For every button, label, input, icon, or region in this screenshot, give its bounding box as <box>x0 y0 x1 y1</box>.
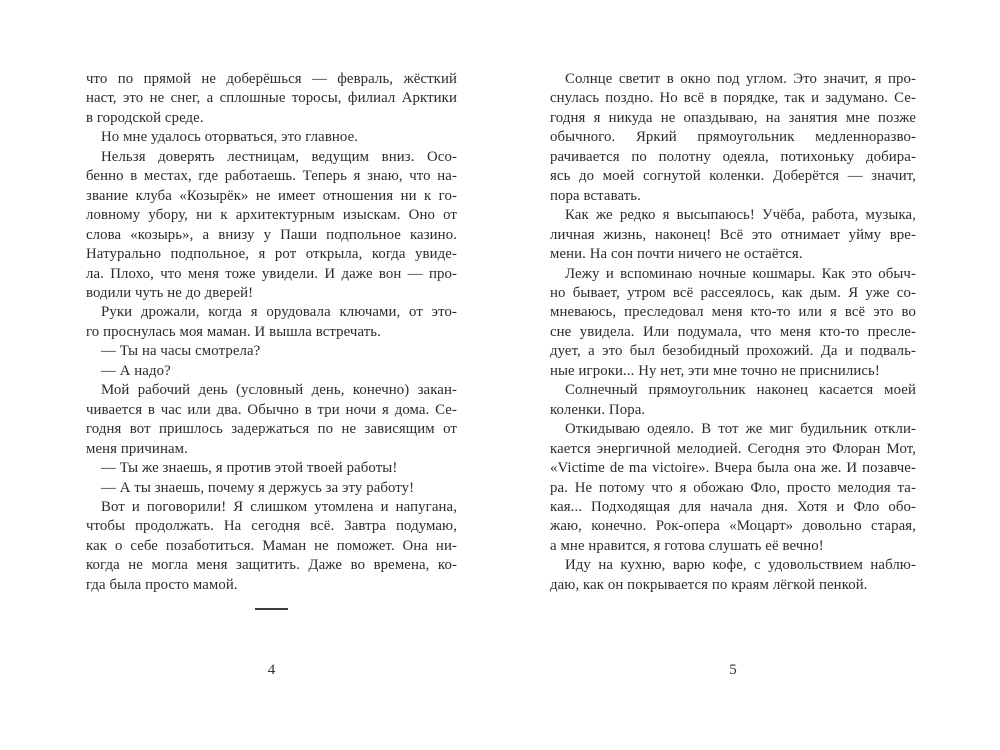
page-left-text <box>86 70 457 610</box>
paragraph <box>86 303 457 342</box>
text-line: бенно в местах, где работаешь. Теперь я знаю, что на- <box>86 168 457 185</box>
text-line: как о себе позаботиться. Маман не поможет. Она ни- <box>86 537 457 554</box>
text-line: личная жизнь, наконец! Всё это отнимает уйму вре- <box>550 226 916 243</box>
text-line: а мне нравится, я готова слушать её вечно! <box>550 537 824 554</box>
text-line: звание клуба «Козырёк» не имеет отношения ни к го- <box>86 187 457 204</box>
text-line: Вот и поговорили! Я слишком утомлена и напугана, <box>101 498 457 515</box>
text-line: го проснулась моя маман. И вышла встречать. <box>86 323 381 340</box>
text-line: «Victime de ma victoire». Вчера была она же. И позавче- <box>550 460 916 477</box>
page-right-text <box>550 70 916 595</box>
text-line: коленки. Пора. <box>550 401 646 418</box>
text-line: ра. Не потому что я обожаю Фло, просто мелодия та- <box>550 479 916 496</box>
paragraph <box>86 498 457 595</box>
section-end-rule <box>255 608 288 610</box>
text-line: Откидываю одеяло. В тот же миг будильник откли- <box>565 421 916 438</box>
text-line: годня вот пришлось задержаться по не зависящим от <box>86 421 457 438</box>
text-line: Солнце светит в окно под углом. Это значит, я про- <box>565 71 916 87</box>
text-line: Руки дрожали, когда я орудовала ключами, от это- <box>101 304 457 321</box>
text-line: — Ты же знаешь, я против этой твоей работы! <box>101 460 398 477</box>
text-line: дует, а это был безобидный прохожий. Да и подваль- <box>550 343 916 360</box>
text-line: ла. Плохо, что меня тоже увидели. И даже вон — про- <box>86 265 457 282</box>
text-line: годня я никуда не опаздываю, на занятия мне позже <box>550 109 916 126</box>
text-line: чивается в час или два. Обычно в три ночи я дома. Се- <box>86 401 457 418</box>
paragraph <box>86 479 457 498</box>
text-line: Лежу и вспоминаю ночные кошмары. Как это обыч- <box>565 265 916 282</box>
text-line: ные игроки... Ну нет, эти мне точно не приснились! <box>550 362 880 379</box>
paragraph <box>86 128 457 147</box>
paragraph <box>86 362 457 381</box>
text-line: — А ты знаешь, почему я держусь за эту работу! <box>101 479 415 496</box>
paragraph <box>550 381 916 420</box>
text-line: жаю, конечно. Рок-опера «Моцарт» довольно старая, <box>550 518 916 535</box>
text-line: Иду на кухню, варю кофе, с удовольствием наблю- <box>565 557 916 574</box>
text-line: слова «козырь», а внизу у Паши подпольное казино. <box>86 226 457 243</box>
text-line: в городской среде. <box>86 109 204 126</box>
page-number-right: 5 <box>729 662 737 678</box>
paragraph <box>550 265 916 382</box>
text-line: водили чуть не до дверей! <box>86 284 254 301</box>
page-number-left: 4 <box>267 662 276 678</box>
text-line: кая... Подходящая для начала дня. Хотя и Фло обо- <box>550 498 916 515</box>
text-line: обычного. Яркий прямоугольник медленноразво- <box>550 129 916 146</box>
text-line: рачивается по полотну одеяла, потихоньку добира- <box>550 148 916 165</box>
page-left <box>86 70 457 692</box>
text-line: снулась поздно. Но всё в порядке, так и задумано. Се- <box>550 90 916 107</box>
text-line: Как же редко я высыпаюсь! Учёба, работа, музыка, <box>565 207 916 224</box>
text-line: Нельзя доверять лестницам, ведущим вниз. Осо- <box>101 148 457 165</box>
text-line: даю, как он покрывается по краям лёгкой пенкой. <box>550 576 868 593</box>
text-line: кается энергичной мелодией. Сегодня это Флоран Мот, <box>550 440 916 457</box>
text-line: — А надо? <box>101 362 171 379</box>
paragraph <box>86 459 457 478</box>
page-right <box>550 70 916 692</box>
text-line: — Ты на часы смотрела? <box>101 343 261 360</box>
text-line: Но мне удалось оторваться, это главное. <box>101 129 359 146</box>
text-line: меня причинам. <box>86 440 188 457</box>
text-line: ясь до моей согнутой коленки. Доберётся — значит, <box>550 168 916 185</box>
text-line: Мой рабочий день (условный день, конечно) закан- <box>101 382 457 399</box>
paragraph <box>86 381 457 459</box>
text-line: Солнечный прямоугольник наконец касается моей <box>565 382 916 399</box>
paragraph <box>86 148 457 304</box>
text-line: мени. На сон почти ничего не остаётся. <box>550 246 803 263</box>
text-line: гда была просто мамой. <box>86 576 238 593</box>
paragraph <box>86 342 457 361</box>
text-line: ловному убору, ни к архитектурным изыскам. Оно от <box>86 207 457 224</box>
paragraph <box>550 206 916 264</box>
text-line: сне увидела. Или подумала, что меня кто-то пресле- <box>550 323 916 340</box>
text-line: пора вставать. <box>550 187 641 204</box>
text-line: Натурально подпольное, я рот открыла, когда увиде- <box>86 246 457 263</box>
text-line: наст, это не снег, а сплошные торосы, филиал Арктики <box>86 90 457 107</box>
paragraph <box>86 70 457 128</box>
paragraph <box>550 556 916 595</box>
text-line: чтобы продолжать. На сегодня всё. Завтра подумаю, <box>86 518 457 535</box>
text-line: но бывает, утром всё рассеялось, как дым. Я уже со- <box>550 284 916 301</box>
paragraph <box>550 70 916 206</box>
text-line: что по прямой не доберёшься — февраль, жёсткий <box>86 71 457 87</box>
paragraph <box>550 420 916 556</box>
text-line: когда не могла меня защитить. Даже во времена, ко- <box>86 557 457 574</box>
text-line: мневаюсь, преследовал меня кто-то или я всё это во <box>550 304 916 321</box>
